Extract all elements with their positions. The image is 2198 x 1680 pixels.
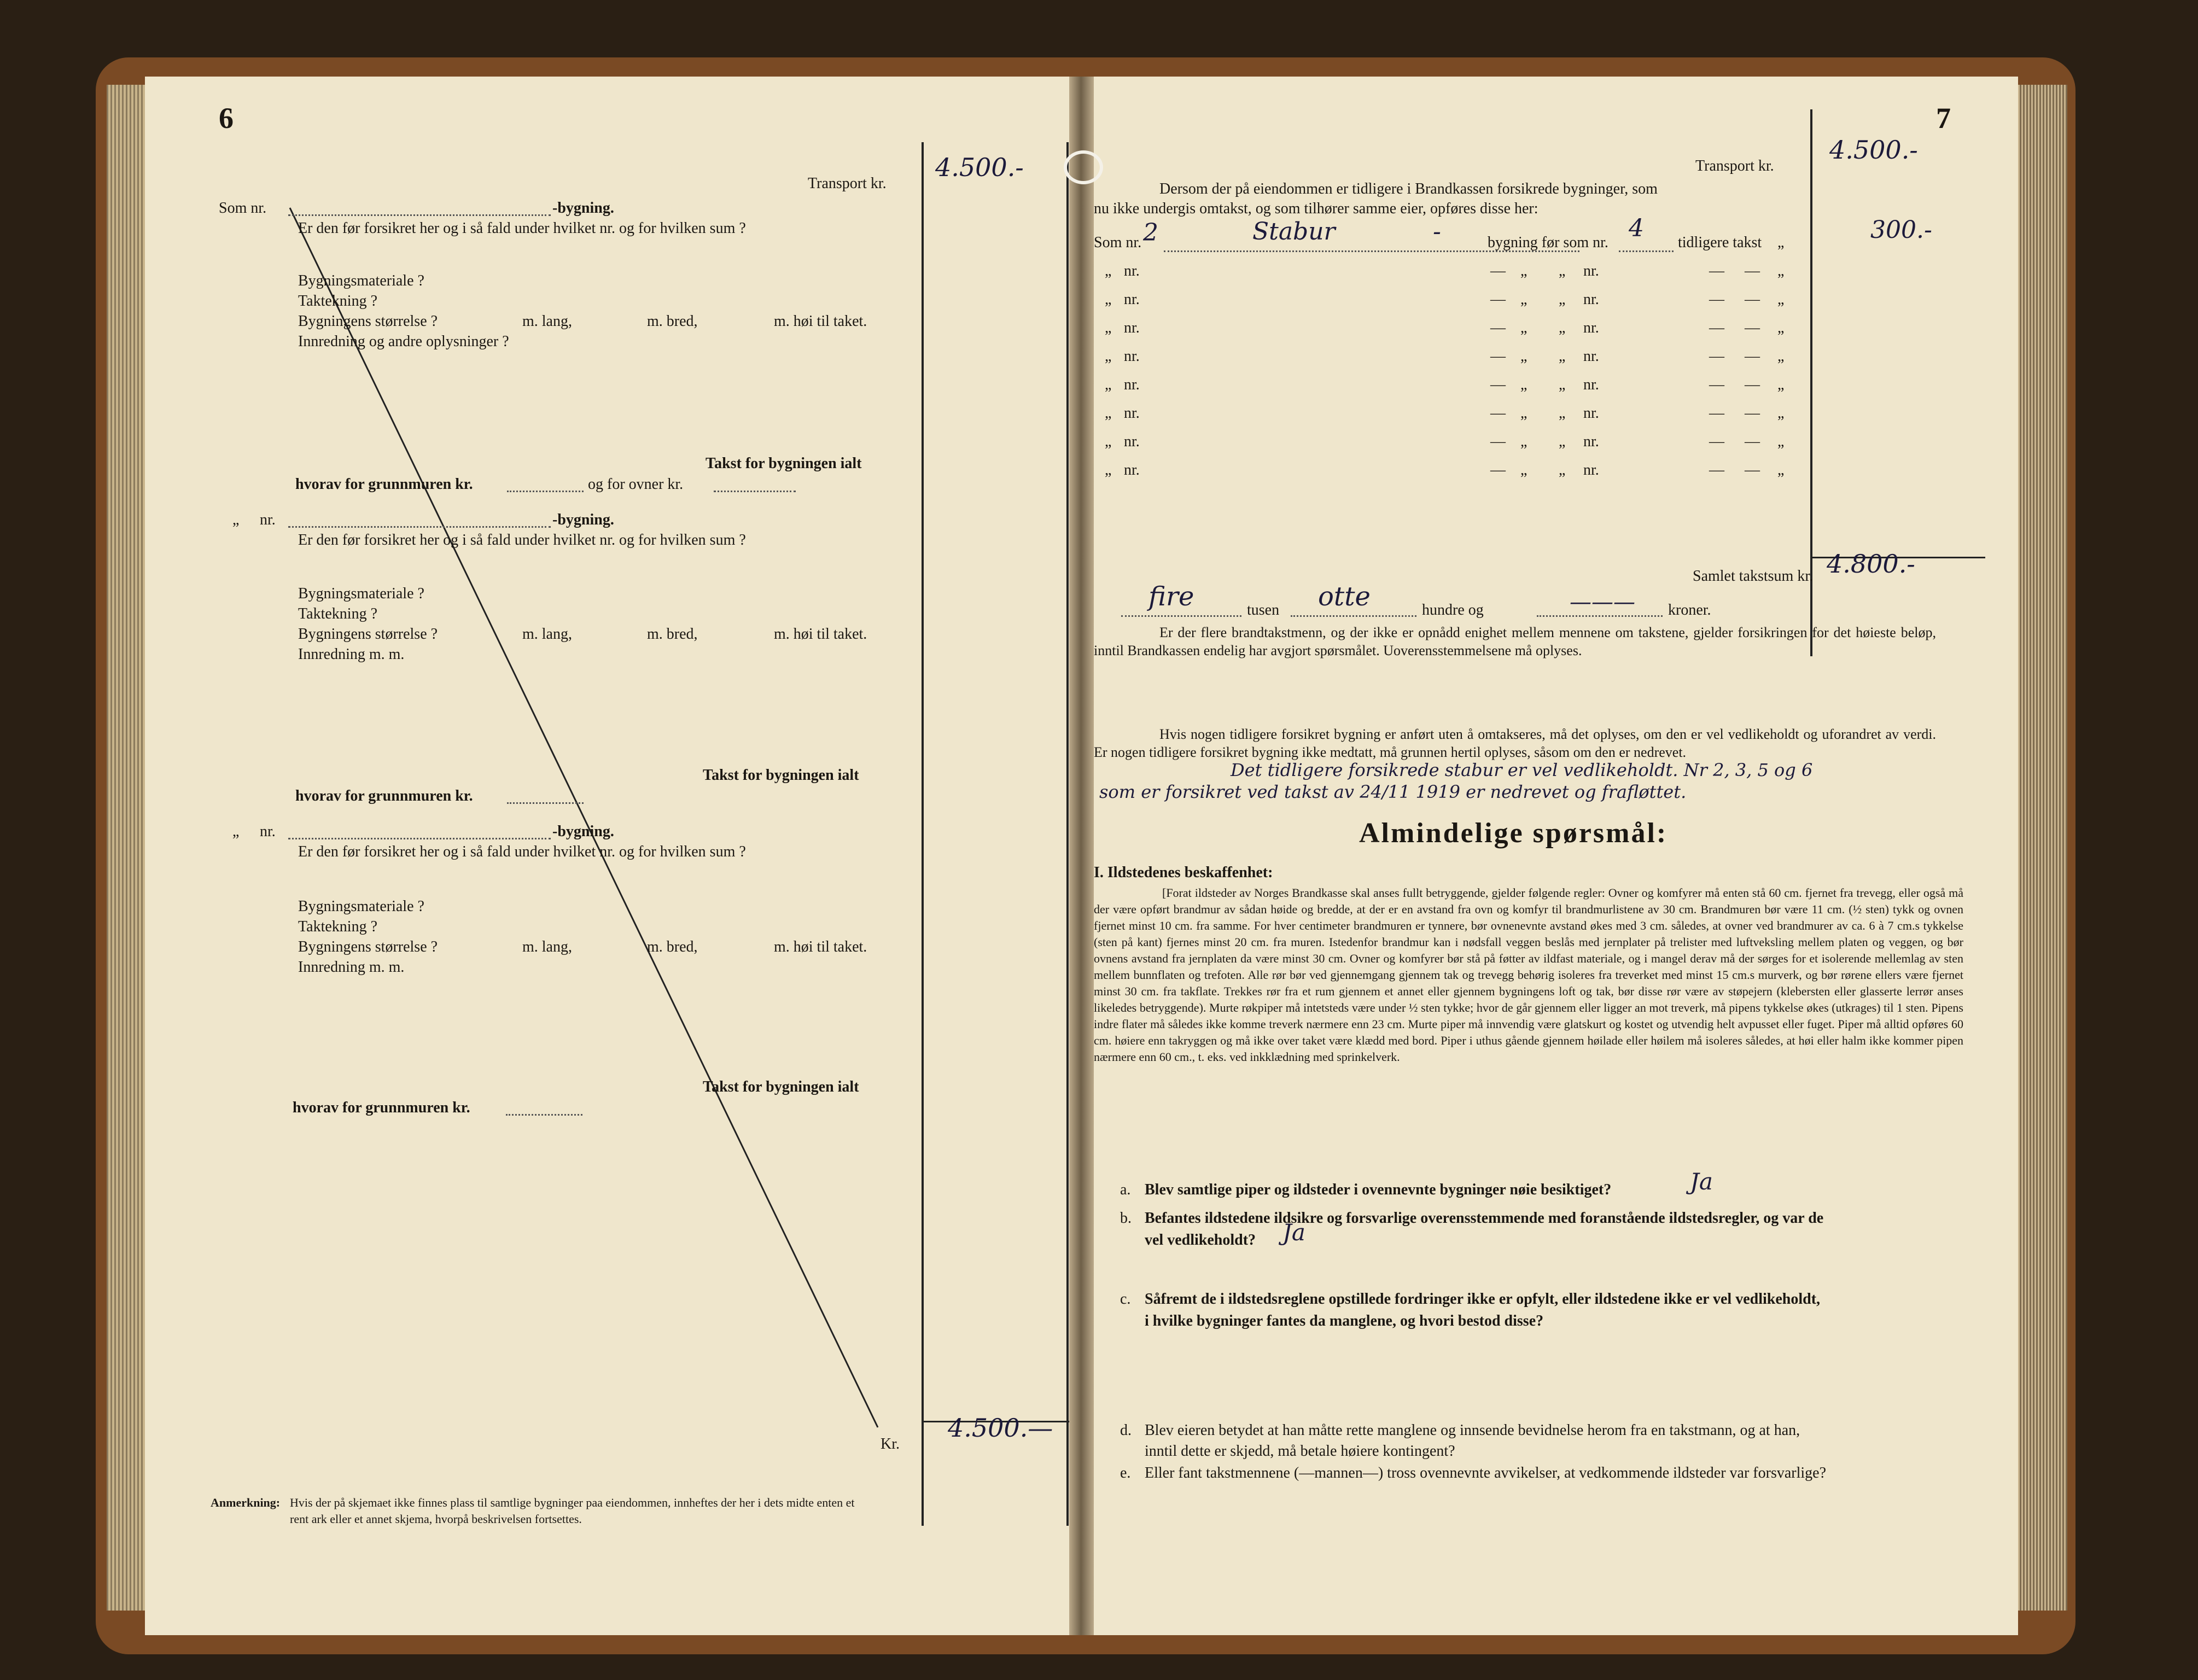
binding-thread — [1064, 150, 1103, 184]
row2-dup-4: „ — [1777, 262, 1785, 279]
row6-dash-2: — — [1709, 376, 1724, 393]
row8-dash-3: — — [1745, 433, 1760, 450]
words-thousands: fire — [1148, 581, 1194, 612]
row3-dup-2: „ — [1520, 291, 1527, 308]
row5-dash-1: — — [1490, 348, 1506, 365]
row7-dup-2: „ — [1520, 405, 1527, 422]
b1-takst-label: Takst for bygningen ialt — [706, 455, 862, 472]
page-number: 7 — [1936, 102, 1951, 135]
row3-dash-1: — — [1490, 291, 1506, 308]
anmerkning-label: Anmerkning: — [211, 1496, 281, 1509]
row4-dash-3: — — [1745, 319, 1760, 336]
row2-dash-2: — — [1709, 262, 1724, 279]
right-page-edges — [2018, 85, 2067, 1611]
row5-nr: nr. — [1124, 348, 1140, 365]
row5-nr-2: nr. — [1583, 348, 1599, 365]
row4-dash-1: — — [1490, 319, 1506, 336]
row2-nr: nr. — [1124, 262, 1140, 279]
row3-nr-2: nr. — [1583, 291, 1599, 308]
section-1-title: I. Ildstedenes beskaffenhet: — [1094, 864, 1273, 881]
book-gutter — [1069, 77, 1094, 1635]
row8-nr: nr. — [1124, 433, 1140, 450]
total-kr-label: Kr. — [881, 1436, 900, 1452]
row9-dash-2: — — [1709, 462, 1724, 479]
row6-dash-3: — — [1745, 376, 1760, 393]
flere-paragraph: Er der flere brandtakstmenn, og der ikke er opnådd enighet mellem mennene om takstene, gjelder forsikringen for det høieste beløp, inntil Brandkassen endelig har avgjort spørsmålet. Uoverensstemmelsene må oplyses. — [1094, 625, 1936, 658]
row8-dup: „ — [1105, 433, 1112, 450]
b1-forsikret-question: Er den før forsikret her og i så fald under hvilket nr. og for hvilken sum ? — [298, 220, 746, 237]
row5-dup-3: „ — [1559, 348, 1566, 365]
row9-dup: „ — [1105, 462, 1112, 479]
anmerkning-line-2: rent ark eller et annet skjema, hvorpå beskrivelsen fortsettes. — [290, 1512, 582, 1526]
b3-materiale: Bygningsmateriale ? — [298, 898, 424, 915]
b3-m-lang: m. lang, — [522, 938, 572, 955]
question-b-line-2: vel vedlikeholdt? — [1145, 1232, 1256, 1249]
row3-dash-2: — — [1709, 291, 1724, 308]
row7-dash-3: — — [1745, 405, 1760, 422]
words-ones-field — [1537, 615, 1663, 617]
question-d-line-2: inntil dette er skjedd, må betale høiere kontingent? — [1145, 1443, 1455, 1460]
samlet-amount: 4.800.- — [1827, 549, 1915, 579]
row9-dash-1: — — [1490, 462, 1506, 479]
b1-building-field — [288, 214, 551, 216]
row6-dup-4: „ — [1777, 376, 1785, 393]
b2-forsikret-question: Er den før forsikret her og i så fald under hvilket nr. og for hvilken sum ? — [298, 532, 746, 549]
b2-bygning: -bygning. — [552, 511, 614, 528]
b1-taktekning: Taktekning ? — [298, 293, 377, 310]
row6-nr-2: nr. — [1583, 376, 1599, 393]
row7-dup: „ — [1105, 405, 1112, 422]
b3-bygning: -bygning. — [552, 823, 614, 840]
row2-nr-2: nr. — [1583, 262, 1599, 279]
b2-m-lang: m. lang, — [522, 626, 572, 643]
question-d-label: d. — [1120, 1422, 1132, 1439]
words-hundreds: otte — [1318, 581, 1371, 612]
question-c-label: c. — [1120, 1291, 1131, 1308]
row6-dup-2: „ — [1520, 376, 1527, 393]
row1-building: Stabur — [1252, 218, 1336, 246]
row1-prev-field — [1619, 250, 1674, 252]
row7-dup-3: „ — [1559, 405, 1566, 422]
row4-dup-3: „ — [1559, 319, 1566, 336]
row5-dup: „ — [1105, 348, 1112, 365]
left-page-edges — [107, 85, 145, 1611]
row5-dup-2: „ — [1520, 348, 1527, 365]
question-d-line-1: Blev eieren betydet at han måtte rette manglene og innsende bevidnelse herom fra en takstmann, og at han, — [1145, 1422, 1800, 1439]
b3-taktekning: Taktekning ? — [298, 918, 377, 935]
b1-m-lang: m. lang, — [522, 313, 572, 330]
words-thousands-field — [1121, 615, 1241, 617]
answer-b: Ja — [1282, 1219, 1305, 1246]
regler-paragraph: [Forat ildsteder av Norges Brandkasse skal anses fullt betryggende, gjelder følgende regler: Ovner og komfyrer må enten stå 60 cm. fjernet fra trevegg, eller også må der være opført brandmur av sådan høide og bredde, at der er en avstand fra ovn og komfyr til brandmurlistene av 30 cm. Brandmuren bør være 11 cm. (½ sten) tykk og ovnen fjernet minst 10 cm. fra samme. For hver centimeter brandmuren er tynnere, bør ovnenevnte avstand økes med 3 cm. således, at ovner ved brandmurer av ca. 6 à 7 cm.s tykkelse (sten på kant) fjernes minst 20 cm. fra muren. Istedenfor brandmur kan i nødsfall veggen beslås med jernplater på trelister med luftveksling mellem platen og veggen, og bør ovnens avstand fra jernplaten da være minst 30 cm. Ovner og komfyrer bør stå på føtter av ildfast materiale, og i mangel derav må der sørges for et isolerende mellemlag av sten mellem bunnflaten og trefoten. Alle rør bør ved gjennemgang gjennem tak og trevegg behørig isoleres fra treverket med minst 15 cm.s murverk, og bør rørene ellers være fjernet minst 30 cm. fra takflate. Trekkes rør fra et rum gjennem et annet eller gjennem bygningens loft og tak, bør disse rør være av støpejern (klebersten eller glasserte lerrør anses likeledes betryggende). Murte røkpiper må intetsteds være under ½ sten tykke; hvor de går gjennem eller ligger an mot treverk, må pipens tykkelse økes (utkrages) til 1 sten. Pipens indre flater må således ikke komme treverk nærmere enn 23 cm. Murte piper må innvendig være glatskurt og kostet og utvendig helt avpusset eller fuget. Piper må alltid opføres 60 cm. høiere enn takryggen og må ikke over taket være klædd med bord. Piper i uthus gående gjennem høilade eller høilem må isoleres således, at høi eller halm ikke kommer pipen nærmere enn 60 cm., t. eks. ved inkklædning med sprinkelverk. — [1094, 886, 1963, 1064]
b1-storrelse: Bygningens størrelse ? — [298, 313, 438, 330]
b2-taktekning: Taktekning ? — [298, 605, 377, 622]
b2-nr: nr. — [260, 511, 276, 528]
row2-dup: „ — [1105, 262, 1112, 279]
handwritten-note-1: Det tidligere forsikrede stabur er vel vedlikeholdt. Nr 2, 3, 5 og 6 — [1231, 760, 1813, 780]
anmerkning-line-1: Hvis der på skjemaet ikke finnes plass til samtlige bygninger paa eiendommen, innheftes der her i dets midte enten et — [290, 1496, 855, 1509]
row1-som-nr: Som nr. — [1094, 234, 1142, 251]
b2-m-hoi: m. høi til taket. — [774, 626, 867, 643]
hvis-paragraph: Hvis nogen tidligere forsikret bygning er anført uten å omtakseres, må det oplyses, om den er vel vedlikeholdt og uforandret av verdi. Er nogen tidligere forsikret bygning ikke medtatt, må grunnen hertil oplyses, såsom om den er nedrevet. — [1094, 726, 1936, 760]
transport-label: Transport kr. — [808, 175, 887, 192]
b1-grunnmur-field — [507, 491, 584, 492]
transport-amount: 4.500.- — [935, 153, 1024, 182]
b3-takst-label: Takst for bygningen ialt — [703, 1078, 859, 1095]
row7-nr-2: nr. — [1583, 405, 1599, 422]
b1-materiale: Bygningsmateriale ? — [298, 272, 424, 289]
row9-dup-4: „ — [1777, 462, 1785, 479]
row1-dash: - — [1433, 218, 1441, 246]
b2-m-bred: m. bred, — [647, 626, 698, 643]
words-ones: ——— — [1570, 590, 1635, 615]
row5-dash-2: — — [1709, 348, 1724, 365]
b1-innredning: Innredning og andre oplysninger ? — [298, 333, 509, 350]
question-a: Blev samtlige piper og ildsteder i ovennevnte bygninger nøie besiktiget? — [1145, 1181, 1612, 1198]
b3-m-hoi: m. høi til taket. — [774, 938, 867, 955]
kroner-label: kroner. — [1668, 602, 1711, 619]
row2-dash-1: — — [1490, 262, 1506, 279]
b2-materiale: Bygningsmateriale ? — [298, 585, 424, 602]
row2-dup-2: „ — [1520, 262, 1527, 279]
b3-hvorav: hvorav for grunnmuren kr. — [293, 1099, 470, 1116]
left-page: 6 Transport kr. 4.500.- Som nr. -bygning. Er den før forsikret her og i så fald under hvilket nr. og for hvilken sum ? Bygningsmateriale ? Taktekning ? Bygningens størrelse ? m. lang, m. bred, m. høi til taket. Innredning og andre oplysninger ? Takst for bygningen ialt hvorav for grunnmuren kr. og for ovner kr. „ nr. -bygning. Er den før forsikret her og i så fald under hvilket nr. og for hvilken sum ? Bygningsmateriale ? Taktekning ? Bygningens størrelse ? m. lang, m. bred, m. høi til taket. Innredning m. m. Takst for bygningen ialt hvorav for grunnmuren kr. „ nr. -bygning. Er den før forsikret her og i så fald under hvilket nr. og for hvilken sum ? Bygningsmateriale ? Taktekning ? Bygningens størrelse ? m. lang, m. bred, m. høi til taket. Innredning m. m. Takst for bygningen ialt hvorav for grunnmuren kr. Kr. 4.500.— Anmerkning: Hvis der på skjemaet ikke finnes plass til samtlige bygninger paa eiendommen, innheftes der her i dets midte enten et rent ark eller et annet skjema, hvorpå beskrivelsen fortsettes. — [145, 77, 1069, 1635]
row5-dup-4: „ — [1777, 348, 1785, 365]
row8-dup-4: „ — [1777, 433, 1785, 450]
row6-nr: nr. — [1124, 376, 1140, 393]
row7-nr: nr. — [1124, 405, 1140, 422]
row8-nr-2: nr. — [1583, 433, 1599, 450]
row1-nr: 2 — [1143, 219, 1158, 247]
b3-building-field — [288, 838, 551, 839]
row8-dup-3: „ — [1559, 433, 1566, 450]
samlet-label: Samlet takstsum kr. — [1693, 568, 1814, 585]
b2-innredning: Innredning m. m. — [298, 646, 405, 663]
b1-ovner-field — [714, 491, 796, 492]
b3-m-bred: m. bred, — [647, 938, 698, 955]
row9-nr-2: nr. — [1583, 462, 1599, 479]
right-page: 7 Transport kr. 4.500.- Dersom der på eiendommen er tidligere i Brandkassen forsikrede bygninger, som nu ikke undergis omtakst, og som tilhører samme eier, opføres disse her: Som nr. 2 Stabur - bygning før som nr. 4 tidligere takst „ 300.- „ nr. — „ „ nr. — — „ „ nr. — „ „ nr. — — „ „ nr. — „ „ nr. — — „ „ nr. — „ „ nr. — — „ „ nr. — „ „ nr. — — „ „ nr. — „ „ nr. — — „ „ nr. — „ „ nr. — — „ „ nr. — „ „ nr. — — „ Samlet takstsum kr. 4.800.- fire tusen otte hundre og ——— kroner. Er der flere brandtakstmenn, og der ikke er opnådd enighet mellem mennene om takstene, gjelder forsikringen for det høieste beløp, inntil Brandkassen endelig har avgjort spørsmålet. Uoverensstemmelsene må oplyses. Hvis nogen tidligere forsikret bygning er anført uten å omtakseres, må det oplyses, om den er vel vedlikeholdt og uforandret av verdi. Er nogen tidligere forsikret bygning ikke medtatt, må grunnen hertil oplyses, såsom om den er nedrevet. Det tidligere forsikrede stabur er vel vedlikeholdt. Nr 2, 3, 5 og 6 som er forsikret ved takst av 24/11 1919 er nedrevet og frafløttet. Almindelige spørsmål: I. Ildstedenes beskaffenhet: [Forat ildsteder av Norges Brandkasse skal anses fullt betryggende, gjelder følgende regler: Ovner og komfyrer må enten stå 60 cm. fjernet fra trevegg, eller også må der være opført brandmur av sådan høide og bredde, at der er en avstand fra ovn og komfyr til brandmurlistene av 30 cm. Brandmuren bør være 11 cm. (½ sten) tykk og ovnen fjernet minst 10 cm. fra samme. For hver centimeter brandmuren er tynnere, bør ovnenevnte avstand økes med 3 cm. således, at ovner ved brandmurer av ca. 6 à 7 cm.s tykkelse (sten på kant) fjernes minst 20 cm. fra muren. Istedenfor brandmur kan i nødsfall veggen beslås med jernplater på trelister med luftveksling mellem platen og veggen, og bør ovnens avstand fra jernplaten da være minst 30 cm. Ovner og komfyrer bør stå på føtter av ildfast materiale, og i mangel derav må der sørges for et isolerende mellemlag av sten mellem bunnflaten og trefoten. Alle rør bør ved gjennemgang gjennem tak og trevegg behørig isoleres fra treverket med minst 15 cm.s murverk, og bør rørene ellers være fjernet minst 30 cm. fra takflate. Trekkes rør fra et rum gjennem et annet eller gjennem bygningens loft og tak, bør disse rør være av støpejern (klebersten eller glasserte lerrør anses likeledes betryggende). Murte røkpiper må intetsteds være under ½ sten tykke; hvor de går gjennem eller ligger an mot treverk, må pipens tykkelse økes (utkrages) til 1 sten. Pipens indre flater må således ikke komme treverk nærmere enn 23 cm. Murte piper må innvendig være glatskurt og kostet og utvendig helt avpusset eller fuget. Piper må alltid opføres 60 cm. høiere enn takryggen og må ikke over taket være klædd med bord. Piper i uthus gående gjennem høilade eller høilem må isoleres således, at høi eller halm ikke kommer pipen nærmere enn 60 cm., t. eks. ved inkklædning med sprinkelverk. a. Blev samtlige piper og ildsteder i ovennevnte bygninger nøie besiktiget? Ja b. Befantes ildstedene ildsikre og forsvarlige overensstemmende med foranstående ildstedsregler, og var de vel vedlikeholdt? Ja c. Såfremt de i ildstedsreglene opstillede fordringer ikke er opfylt, eller ildstedene ikke er vel vedlikeholdt, i hvilke bygninger fantes da manglene, og hvori bestod disse? d. Blev eieren betydet at han måtte rette manglene og innsende bevidnelse herom fra en takstmann, og at han, inntil dette er skjedd, må betale høiere kontingent? e. Eller fant takstmennene (—mannen—) tross ovennevnte avvikelser, at vedkommende ildsteder var forsvarlige? — [1094, 77, 2018, 1635]
row3-nr: nr. — [1124, 291, 1140, 308]
question-c-line-2: i hvilke bygninger fantes da manglene, og hvori bestod disse? — [1145, 1312, 1544, 1329]
question-a-label: a. — [1120, 1181, 1131, 1198]
row4-dup: „ — [1105, 319, 1112, 336]
b1-bygning: -bygning. — [552, 200, 614, 217]
page-number: 6 — [219, 102, 234, 135]
row1-tidligere-takst: tidligere takst — [1678, 234, 1762, 251]
words-hundreds-field — [1291, 615, 1416, 617]
row9-nr: nr. — [1124, 462, 1140, 479]
row4-nr-2: nr. — [1583, 319, 1599, 336]
intro-line-1: Dersom der på eiendommen er tidligere i Brandkassen forsikrede bygninger, som — [1159, 180, 1658, 197]
section-heading: Almindelige spørsmål: — [1359, 818, 1668, 849]
b1-ovner-label: og for ovner kr. — [588, 476, 684, 493]
row2-dup-3: „ — [1559, 262, 1566, 279]
tusen-label: tusen — [1247, 602, 1280, 619]
answer-a: Ja — [1690, 1168, 1713, 1195]
b1-m-bred: m. bred, — [647, 313, 698, 330]
b3-innredning: Innredning m. m. — [298, 959, 405, 976]
b1-m-hoi: m. høi til taket. — [774, 313, 867, 330]
b2-building-field — [288, 526, 551, 528]
row7-dash-1: — — [1490, 405, 1506, 422]
row8-dash-2: — — [1709, 433, 1724, 450]
row4-dup-2: „ — [1520, 319, 1527, 336]
row6-dash-1: — — [1490, 376, 1506, 393]
question-e: Eller fant takstmennene (—mannen—) tross ovennevnte avvikelser, at vedkommende ildsteder var forsvarlige? — [1145, 1465, 1826, 1481]
handwritten-note-2: som er forsikret ved takst av 24/11 1919 er nedrevet og frafløttet. — [1099, 781, 1687, 802]
intro-line-2: nu ikke undergis omtakst, og som tilhører samme eier, opføres disse her: — [1094, 200, 1538, 217]
row1-prev-nr: 4 — [1629, 214, 1644, 242]
row9-dup-2: „ — [1520, 462, 1527, 479]
b3-forsikret-question: Er den før forsikret her og i så fald under hvilket nr. og for hvilken sum ? — [298, 843, 746, 860]
b1-som-nr: Som nr. — [219, 200, 267, 217]
b3-nr: nr. — [260, 823, 276, 840]
b2-hvorav: hvorav for grunnmuren kr. — [295, 788, 473, 804]
b3-storrelse: Bygningens størrelse ? — [298, 938, 438, 955]
question-c-line-1: Såfremt de i ildstedsreglene opstillede fordringer ikke er opfylt, eller ildstedene ikke er vel vedlikeholdt, — [1145, 1291, 1821, 1308]
row7-dup-4: „ — [1777, 405, 1785, 422]
row3-dup-3: „ — [1559, 291, 1566, 308]
question-e-label: e. — [1120, 1465, 1131, 1481]
hundre-og-label: hundre og — [1422, 602, 1484, 619]
row5-dash-3: — — [1745, 348, 1760, 365]
transport-label: Transport kr. — [1695, 158, 1774, 174]
row8-dup-2: „ — [1520, 433, 1527, 450]
row4-dash-2: — — [1709, 319, 1724, 336]
row8-dash-1: — — [1490, 433, 1506, 450]
row9-dash-3: — — [1745, 462, 1760, 479]
row1-bygning-for-som-nr: bygning før som nr. — [1488, 234, 1608, 251]
row9-dup-3: „ — [1559, 462, 1566, 479]
row6-dup: „ — [1105, 376, 1112, 393]
b2-grunnmur-field — [507, 802, 584, 804]
total-amount: 4.500.— — [948, 1413, 1053, 1443]
row2-dash-3: — — [1745, 262, 1760, 279]
row4-nr: nr. — [1124, 319, 1140, 336]
row3-dup-4: „ — [1777, 291, 1785, 308]
b3-grunnmur-field — [506, 1114, 582, 1116]
b2-takst-label: Takst for bygningen ialt — [703, 767, 859, 784]
row4-dup-4: „ — [1777, 319, 1785, 336]
b1-hvorav: hvorav for grunnmuren kr. — [295, 476, 473, 493]
transport-amount: 4.500.- — [1829, 135, 1918, 165]
question-b-label: b. — [1120, 1210, 1132, 1227]
row6-dup-3: „ — [1559, 376, 1566, 393]
row3-dup: „ — [1105, 291, 1112, 308]
row7-dash-2: — — [1709, 405, 1724, 422]
row3-dash-3: — — [1745, 291, 1760, 308]
b2-storrelse: Bygningens størrelse ? — [298, 626, 438, 643]
question-b-line-1: Befantes ildstedene ildsikre og forsvarlige overensstemmende med foranstående ildstedsregler, og var de — [1145, 1210, 1824, 1227]
row1-amount: 300.- — [1870, 216, 1932, 244]
